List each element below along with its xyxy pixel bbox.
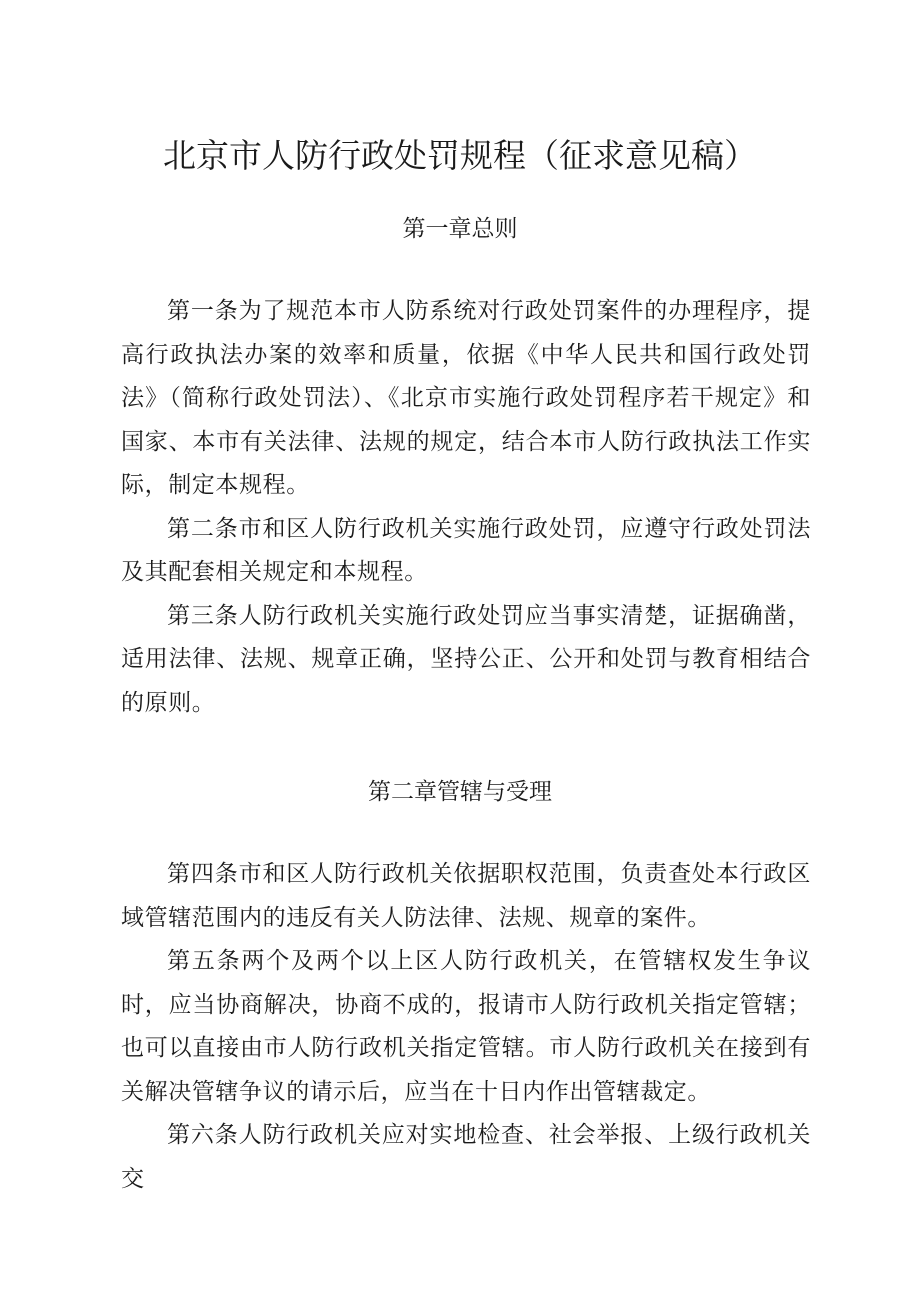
chapter-1-heading: 第一章总则 [402,216,518,242]
chapter-2-body [121,853,811,1201]
document-title: 北京市人防行政处罚规程（征求意见稿） [163,136,757,175]
article-4: 第四条市和区人防行政机关依据职权范围，负责查处本行政区域管辖范围内的违反有关人防法律、法规、规章的案件。 [121,861,811,931]
article-1: 第一条为了规范本市人防系统对行政处罚案件的办理程序，提高行政执法办案的效率和质量，依据《中华人民共和国行政处罚法》（简称行政处罚法）、《北京市实施行政处罚程序若干规定》和国家、本市有关法律、法规的规定，结合本市人防行政执法工作实际，制定本规程。 [121,298,811,498]
article-3: 第三条人防行政机关实施行政处罚应当事实清楚，证据确凿，适用法律、法规、规章正确，坚持公正、公开和处罚与教育相结合的原则。 [121,602,811,716]
chapter-1-body [121,290,811,725]
article-6: 第六条人防行政机关应对实地检查、社会举报、上级行政机关交 [121,1122,811,1192]
article-5: 第五条两个及两个以上区人防行政机关，在管辖权发生争议时，应当协商解决，协商不成的，报请市人防行政机关指定管辖；也可以直接由市人防行政机关指定管辖。市人防行政机关在接到有关解决管辖争议的请示后，应当在十日内作出管辖裁定。 [121,948,811,1105]
chapter-2-heading: 第二章管辖与受理 [368,779,552,805]
article-2: 第二条市和区人防行政机关实施行政处罚，应遵守行政处罚法及其配套相关规定和本规程。 [121,515,811,585]
